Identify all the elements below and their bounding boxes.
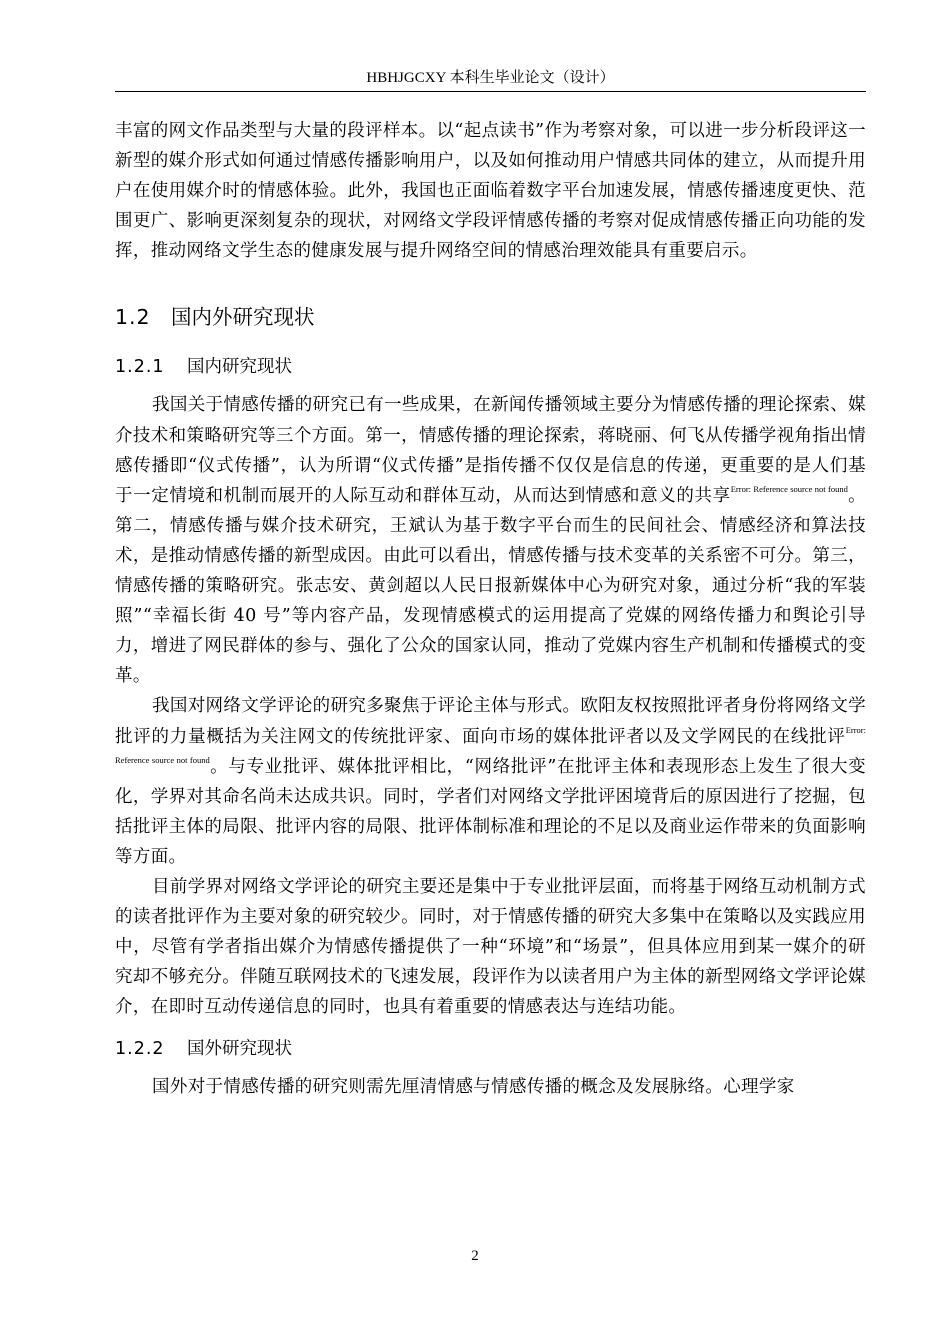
- section-title: 国内外研究现状: [171, 305, 315, 330]
- subsection-number: 1.2.1: [115, 357, 165, 378]
- subsection-heading-1-2-1: [115, 352, 866, 382]
- subsection-heading-1-2-2: [115, 1034, 866, 1064]
- paragraph-text: 。第二，情感传播与媒介技术研究，王斌认为基于数字平台而生的民间社会、情感经济和算法技术，是推动情感传播的新型成因。由此可以看出，情感传播与技术变革的关系密不可分。第三，情感传播的策略研究。张志安、黄剑超以人民日报新媒体中心为研究对象，通过分析“我的军装照”“幸福长街 40 号”等内容产品，发现情感模式的运用提高了党媒的网络传播力和舆论引导力，增进了网民群体的参与、强化了公众的国家认同，推动了党媒内容生产机制和传播模式的变革。: [115, 485, 866, 687]
- reference-error: Error: Reference source not found: [115, 724, 866, 765]
- reference-error: Error: Reference source not found: [730, 483, 848, 494]
- running-header: HBHJGCXY 本科生毕业论文（设计）: [366, 70, 615, 86]
- page-number: 2: [471, 1248, 479, 1264]
- paragraph-research-gap: 目前学界对网络文学评论的研究主要还是集中于专业批评层面，而将基于网络互动机制方式的读者批评作为主要对象的研究较少。同时，对于情感传播的研究大多集中在策略以及实践应用中，尽管有学者指出媒介为情感传播提供了一种“环境”和“场景”，但具体应用到某一媒介的研究却不够充分。伴随互联网技术的飞速发展，段评作为以读者用户为主体的新型网络文学评论媒介，在即时互动传递信息的同时，也具有着重要的情感表达与连结功能。: [115, 876, 866, 1018]
- paragraph-literary-criticism: [115, 691, 866, 872]
- paragraph-continued: 丰富的网文作品类型与大量的段评样本。以“起点读书”作为考察对象，可以进一步分析段评这一新型的媒介形式如何通过情感传播影响用户，以及如何推动用户情感共同体的建立，从而提升用户在使用媒介时的情感体验。此外，我国也正面临着数字平台加速发展，情感传播速度更快、范围更广、影响更深刻复杂的现状，对网络文学段评情感传播的考察对促成情感传播正向功能的发挥，推动网络文学生态的健康发展与提升网络空间的情感治理效能具有重要启示。: [115, 121, 866, 262]
- section-heading-1-2: [115, 302, 866, 332]
- header-rule: [115, 91, 866, 92]
- subsection-title: 国外研究现状: [187, 1039, 292, 1060]
- paragraph-emotion-communication: [115, 390, 866, 691]
- paragraph-text: 我国对网络文学评论的研究多聚焦于评论主体与形式。欧阳友权按照批评者身份将网络文学批评的力量概括为关注网文的传统批评家、面向市场的媒体批评者以及文学网民的在线批评: [115, 696, 866, 747]
- paragraph-foreign-research: 国外对于情感传播的研究则需先厘清情感与情感传播的概念及发展脉络。心理学家: [152, 1077, 795, 1098]
- subsection-title: 国内研究现状: [187, 357, 292, 378]
- subsection-number: 1.2.2: [115, 1039, 165, 1060]
- paragraph-text: 我国关于情感传播的研究已有一些成果，在新闻传播领域主要分为情感传播的理论探索、媒介技术和策略研究等三个方面。第一，情感传播的理论探索，蒋晓丽、何飞从传播学视角指出情感传播即“仪式传播”，认为所谓“仪式传播”是指传播不仅仅是信息的传递，更重要的是人们基于一定情境和机制而展开的人际互动和群体互动，从而达到情感和意义的共享: [115, 395, 866, 506]
- page-body: [115, 116, 866, 1103]
- paragraph-text: 。与专业批评、媒体批评相比，“网络批评”在批评主体和表现形态上发生了很大变化，学界对其命名尚未达成共识。同时，学者们对网络文学批评困境背后的原因进行了挖掘，包括批评主体的局限、批评内容的局限、批评体制标准和理论的不足以及商业运作带来的负面影响等方面。: [115, 756, 866, 867]
- section-number: 1.2: [115, 305, 151, 330]
